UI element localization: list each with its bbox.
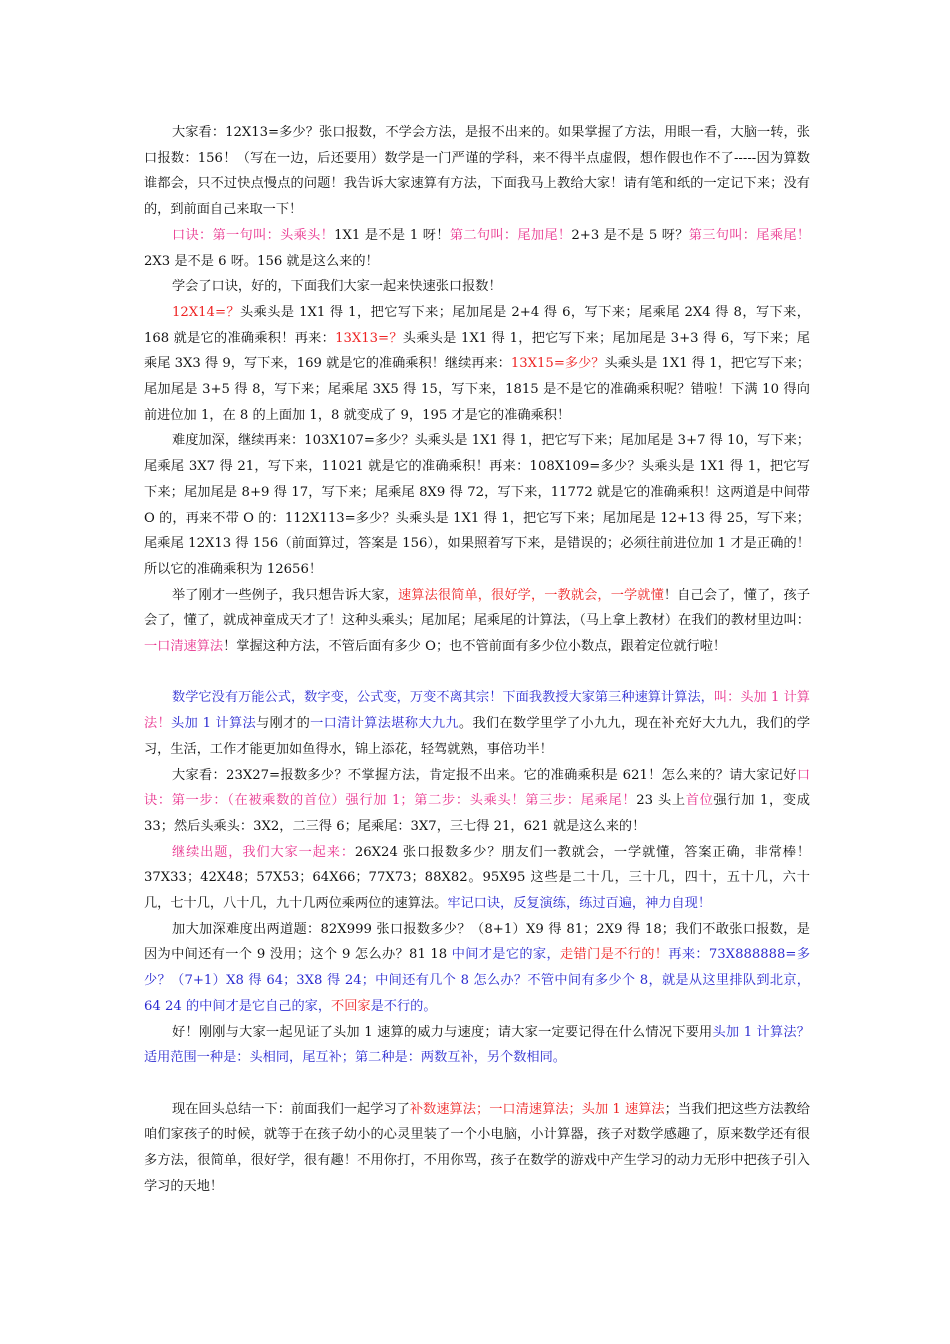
paragraph [144,763,810,840]
paragraph [144,300,810,429]
highlighted-text: 头加 1 计算法？适用范围一种是：头相同，尾互补；第二种是：两数互补，另个数相同。 [144,1024,810,1066]
text-segment: 头乘头是 1X1 得 1，把它写下来；尾加尾是 2+4 得 6，写下来；尾乘尾 2X4 得 8，写下来，168 就是它的准确乘积！再来： [144,304,810,346]
paragraph [144,1020,810,1071]
text-segment: ！掌握这种方法，不管后面有多少 O；也不管前面有多少位小数点，跟着定位就行啦！ [223,639,727,655]
highlighted-text: 补数速算法；一口清速算法；头加 1 速算法 [409,1101,665,1117]
text-segment: 。我们在数学里学了小九九，现在补充好大九九，我们的学习，生活，工作才能更加如鱼得水，锦上添花，轻驾就熟，事倍功半！ [144,716,811,757]
highlighted-text: 继续出题，我们大家一起来： [172,844,355,860]
paragraph [144,120,810,223]
text-segment: ！自己会了，懂了，孩子会了，懂了，就成神童成天才了！这种头乘头；尾加尾；尾乘尾的计算法，（马上拿上教材）在我们的教材里边叫： [144,587,811,629]
paragraph [144,840,810,917]
highlighted-text: 不回家 [331,998,371,1014]
text-segment: 大家看：12X13=多少？张口报数，不学会方法，是报不出来的。如果掌握了方法，用眼一看，大脑一转，张口报数：156！（写在一边，后还要用）数学是一门严谨的学科，来不得半点虚假，想作假也作不了-----因为算数谁都会，只不过快点慢点的问题！我告诉大家速算有方法，下面我马上教给大家！请有笔和纸的一定记下来；没有的，到前面自己来取一下！ [144,125,810,218]
paragraph [144,223,810,274]
paragraph [144,685,810,762]
text-segment: 26X24 张口报数多少？朋友们一教就会，一学就懂，答案正确，非常棒！37X33；42X48；57X53；64X66；77X73；88X82。95X95 这些是二十几，三十几，四十，五十几，六十几，七十几，八十几，九十几两位乘两位的速算法。 [144,844,811,912]
highlighted-text: 再来：73X888888=多少？（7+1）X8 得 64；3X8 得 24；中间还有几个 8 怎么办？不管中间有多少个 8，就是从这里排队到北京，64 24 的中间才是它自己的家， [144,947,811,1014]
highlighted-text: 13X15=多少？ [510,356,605,372]
text-segment: 1X1 是不是 1 呀！ [334,227,450,243]
paragraph [144,917,810,1020]
highlighted-text: 13X13=？ [335,330,403,346]
text-segment: ；当我们把这些方法教给咱们家孩子的时候，就等于在孩子幼小的心灵里装了一个小电脑，小计算器，孩子对数学感趣了，原来数学还有很多方法，很简单，很好学，很有趣！不用你打，不用你骂，孩子在数学的游戏中产生学习的动力无形中把孩子引入学习的天地！ [144,1101,810,1194]
highlighted-text: 叫：头加 1 计算法！ [144,690,810,732]
highlighted-text: 口诀：第一步：（在被乘数的首位）强行加 1；第二步：头乘头！第三步：尾乘尾！ [144,767,810,809]
paragraph [144,428,810,582]
text-segment: 强行加 1，变成 33；然后头乘头：3X2，二三得 6；尾乘尾：3X7，三七得 21，621 就是这么来的！ [144,793,810,834]
blank-line [144,1071,810,1097]
highlighted-text: 12X14=？ [172,304,241,320]
text-segment: 与刚才的 [256,716,311,732]
text-segment: 23 头上 [636,793,686,809]
text-segment: 2X3 是不是 6 呀。156 就是这么来的！ [144,253,379,269]
text-segment: 加大加深难度出两道题：82X999 张口报数多少？（8+1）X9 得 81；2X9 得 18；我们不敢张口报数，是因为中间还有一个 9 没用；这个 9 怎么办？81 18 [144,921,810,963]
text-segment: 现在回头总结一下：前面我们一起学习了 [172,1101,410,1117]
text-segment: 头乘头是 1X1 得 1，把它写下来；尾加尾是 3+3 得 6，写下来；尾乘尾 3X3 得 9，写下来，169 就是它的准确乘积！继续再来： [144,330,810,372]
text-segment: 2+3 是不是 5 呀？ [571,227,689,243]
paragraph [144,274,810,300]
highlighted-text: 口诀：第一句叫：头乘头！ [172,227,335,243]
highlighted-text: 一口清速算法 [144,639,224,655]
text-segment: 头乘头是 1X1 得 1，把它写下来；尾加尾是 3+5 得 8，写下来；尾乘尾 3X5 得 15，写下来，1815 是不是它的准确乘积呢？错啦！下满 10 得向前进位加 1，在 8 的上面加 1，8 就变成了 9，195 才是它的准确乘积！ [144,356,811,423]
highlighted-text: 走错门是不行的！ [560,947,669,963]
highlighted-text: 中间才是它的家， [451,947,560,963]
highlighted-text: 头加 1 计算法 [171,716,257,732]
highlighted-text: 牢记口诀，反复演练，练过百遍，神力自现！ [447,896,712,912]
highlighted-text: 速算法很简单，很好学，一教就会，一学就懂 [398,587,664,603]
highlighted-text: 首位 [685,793,714,809]
text-segment: 难度加深，继续再来：103X107=多少？头乘头是 1X1 得 1，把它写下来；尾加尾是 3+7 得 10，写下来；尾乘尾 3X7 得 21，写下来，11021 就是它的准确乘积！再来：108X109=多少？头乘头是 1X1 得 1，把它写下来；尾加尾是 8+9 得 17，写下来；尾乘尾 8X9 得 72，写下来，11772 就是它的准确乘积！这两道是中间带 O 的，再来不带 O 的：112X113=多少？头乘头是 1X1 得 1，把它写下来；尾加尾是 12+13 得 25，写下来；尾乘尾 12X13 得 156（前面算过，答案是 156），如果照着写下来，是错误的；必须往前进位加 1 才是正确的！所以它的准确乘积为 12656！ [144,433,810,577]
text-segment: 大家看：23X27=报数多少？不掌握方法，肯定报不出来。它的准确乘积是 621！怎么来的？请大家记好 [172,767,797,783]
highlighted-text: 第三句叫：尾乘尾！ [688,227,811,243]
document-body [144,120,810,1200]
highlighted-text: 数学它没有万能公式，数字变，公式变，万变不离其宗！下面我教授大家第三种速算计算法， [172,690,714,706]
text-segment: 举了刚才一些例子，我只想告诉大家， [172,587,398,603]
paragraph [144,583,810,660]
blank-line [144,660,810,686]
paragraph [144,1097,810,1200]
highlighted-text: 一口清计算法堪称大九九 [310,716,459,732]
text-segment: 学会了口诀，好的，下面我们大家一起来快速张口报数！ [172,279,502,295]
highlighted-text: 是不行的。 [370,998,437,1014]
highlighted-text: 第二句叫：尾加尾！ [449,227,572,243]
text-segment: 好！刚刚与大家一起见证了头加 1 速算的威力与速度；请大家一定要记得在什么情况下要用 [172,1024,713,1040]
